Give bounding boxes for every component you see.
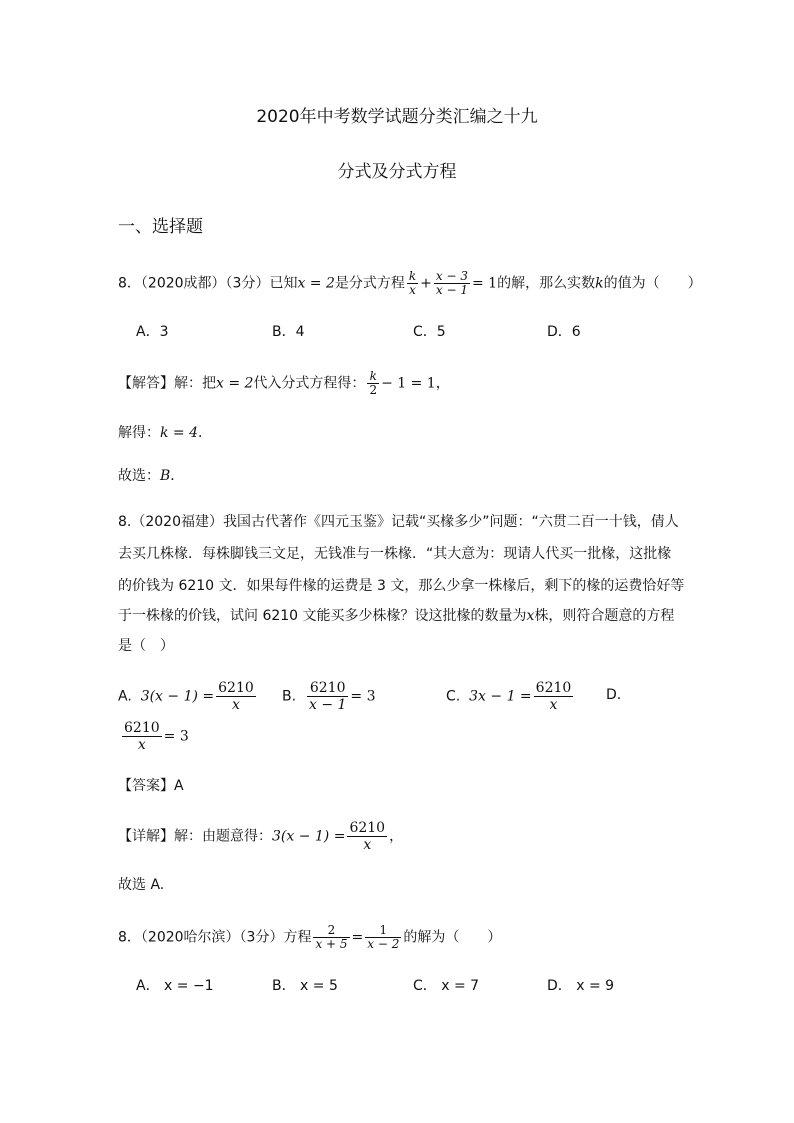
- q2-stem-line: 于一株椽的价钱，试问 6210 文能买多少株椽？设这批椽的数量为x株，则符合题意的方程: [118, 608, 675, 624]
- q1-option-a: A．3: [136, 324, 169, 340]
- q3-option-b: B． x = 5: [272, 978, 338, 994]
- q2-stem-line: 8.（2020福建）我国古代著作《四元玉鉴》记载“买椽多少”问题：“六贯二百一十钱，倩人: [118, 514, 679, 530]
- q3-option-a: A． x = −1: [136, 978, 214, 994]
- q2-stem-line: 的价钱为 6210 文．如果每件椽的运费是 3 文，那么少拿一株椽后，剩下的椽的运费恰好等: [118, 578, 685, 594]
- q1-stem-text: 的值为（ ）: [603, 275, 702, 292]
- q1-fraction-k-over-x: $\frac{k}{x}$: [408, 269, 417, 297]
- q2-option-c-fraction: $\frac{6210}{x}$: [535, 680, 572, 713]
- q2-option-d-fraction: $\frac{6210}{x}$: [124, 720, 160, 753]
- q2-detail: 【详解】解：由题意得：3(x − 1) = $\frac{6210}{x}$ ，: [118, 820, 404, 853]
- q1-option-b: B．4: [272, 324, 305, 340]
- q2-option-a: A. 3(x − 1) = $\frac{6210}{x}$: [118, 680, 254, 713]
- q2-stem-line: 去买几株椽．每株脚钱三文足，无钱准与一株椽．“其大意为：现请人代买一批椽，这批椽: [118, 546, 672, 562]
- q3-fraction-left: $\frac{2}{x + 5}$: [315, 923, 348, 951]
- q3-fraction-right: $\frac{1}{x - 2}$: [367, 923, 400, 951]
- q1-solved: 解得：k = 4．: [118, 425, 213, 441]
- q2-detail-fraction: $\frac{6210}{x}$: [349, 820, 386, 853]
- q2-stem-line: 是（ ）: [118, 638, 174, 654]
- q1-stem-text: 是分式方程: [334, 275, 405, 292]
- q2-option-c: C. 3x − 1 = $\frac{6210}{x}$: [446, 680, 572, 713]
- q1-stem-text: 的解，那么实数: [497, 275, 596, 292]
- q2-answer: 【答案】A: [118, 778, 184, 794]
- q1-stem-text: 8．（2020成都）（3分）已知: [118, 275, 298, 292]
- q1-fraction-x-minus-3: $\frac{x - 3}{x - 1}$: [435, 269, 468, 297]
- q1-solution: 【解答】解：把x = 2代入分式方程得： $\frac{k}{2}$ − 1 = 1，: [118, 369, 450, 397]
- q1-option-c: C．5: [413, 324, 446, 340]
- q1-x-value: x = 2: [297, 275, 335, 292]
- q3-stem: 8．（2020哈尔滨）（3分）方程 $\frac{2}{x + 5}$ = $\frac{1}{x - 2}$ 的解为（ ）: [118, 923, 502, 951]
- q2-option-d: $\frac{6210}{x}$ = 3: [124, 720, 189, 753]
- q2-choice: 故选 A.: [118, 877, 165, 893]
- q1-option-d: D．6: [547, 324, 581, 340]
- document-subtitle: 分式及分式方程: [337, 162, 457, 182]
- q1-solution-fraction: $\frac{k}{2}$: [369, 369, 378, 397]
- section-heading: 一、选择题: [118, 217, 203, 237]
- q2-option-a-fraction: $\frac{6210}{x}$: [218, 680, 254, 713]
- q3-option-c: C． x = 7: [413, 978, 480, 994]
- q1-choice: 故选：B．: [118, 468, 185, 484]
- q2-option-b: B. $\frac{6210}{x - 1}$ = 3: [282, 680, 376, 713]
- q2-option-b-fraction: $\frac{6210}{x - 1}$: [308, 680, 347, 713]
- q2-option-d-label: D.: [606, 687, 622, 703]
- q1-stem: 8．（2020成都）（3分）已知x = 2是分式方程 $\frac{k}{x}$ + $\frac{x - 3}{x - 1}$ = 1的解，那么实数k的值为（ ）: [118, 269, 702, 297]
- document-title: 2020年中考数学试题分类汇编之十九: [256, 107, 538, 127]
- q3-option-d: D． x = 9: [547, 978, 615, 994]
